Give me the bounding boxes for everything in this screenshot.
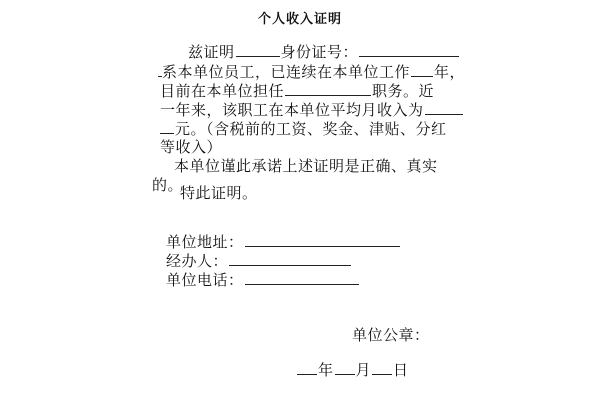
closing-text: 特此证明。 xyxy=(180,184,258,202)
closing-line xyxy=(180,184,258,203)
income-text: 一年来，该职工在本单位平均月收入为 xyxy=(160,101,424,119)
cert-line-5 xyxy=(160,119,447,139)
duty-text: 职务。近 xyxy=(372,82,435,100)
date-row xyxy=(296,360,409,380)
id-number-blank xyxy=(359,42,459,57)
name-blank xyxy=(236,42,280,57)
promise-end-text: 的。 xyxy=(152,176,184,194)
income-amount-blank xyxy=(160,119,174,134)
id-number-label: 身份证号： xyxy=(280,43,359,61)
phone-label: 单位电话： xyxy=(166,271,244,289)
phone-blank xyxy=(245,270,359,285)
day-label: 日 xyxy=(393,361,409,379)
handler-label: 经办人： xyxy=(166,252,229,270)
handler-row xyxy=(166,251,352,271)
years-unit-text: 年， xyxy=(434,63,466,81)
position-text: 目前在本单位担任 xyxy=(160,82,285,100)
seal-label: 单位公章： xyxy=(352,326,430,344)
cert-line-3 xyxy=(160,81,434,101)
year-blank xyxy=(297,360,317,375)
year-label: 年 xyxy=(318,361,334,379)
address-label: 单位地址： xyxy=(166,233,244,251)
promise-line-2 xyxy=(152,176,183,195)
handler-blank xyxy=(229,251,351,266)
address-row xyxy=(166,232,401,252)
month-blank xyxy=(335,360,355,375)
promise-line-1 xyxy=(174,157,438,176)
address-blank xyxy=(245,232,400,247)
employee-text: 系本单位员工，已连续在本单位工作 xyxy=(162,63,411,81)
income-blank xyxy=(425,100,463,115)
phone-row xyxy=(166,270,360,290)
position-blank xyxy=(285,81,371,96)
income-note-text: 元。（含税前的工资、奖金、津贴、分红 xyxy=(175,120,447,138)
day-blank xyxy=(372,360,392,375)
income-note-end-text: 等收入） xyxy=(160,138,223,156)
document-title: 个人收入证明 xyxy=(257,12,342,27)
certify-text: 兹证明 xyxy=(188,43,235,61)
cert-line-4 xyxy=(160,100,464,120)
cert-line-1 xyxy=(188,42,460,62)
promise-text: 本单位谨此承诺上述证明是正确、真实 xyxy=(174,157,438,175)
month-label: 月 xyxy=(355,361,372,379)
cert-line-2 xyxy=(158,62,465,82)
seal-row xyxy=(352,326,430,345)
cert-line-6 xyxy=(160,138,222,157)
years-blank xyxy=(411,62,433,77)
